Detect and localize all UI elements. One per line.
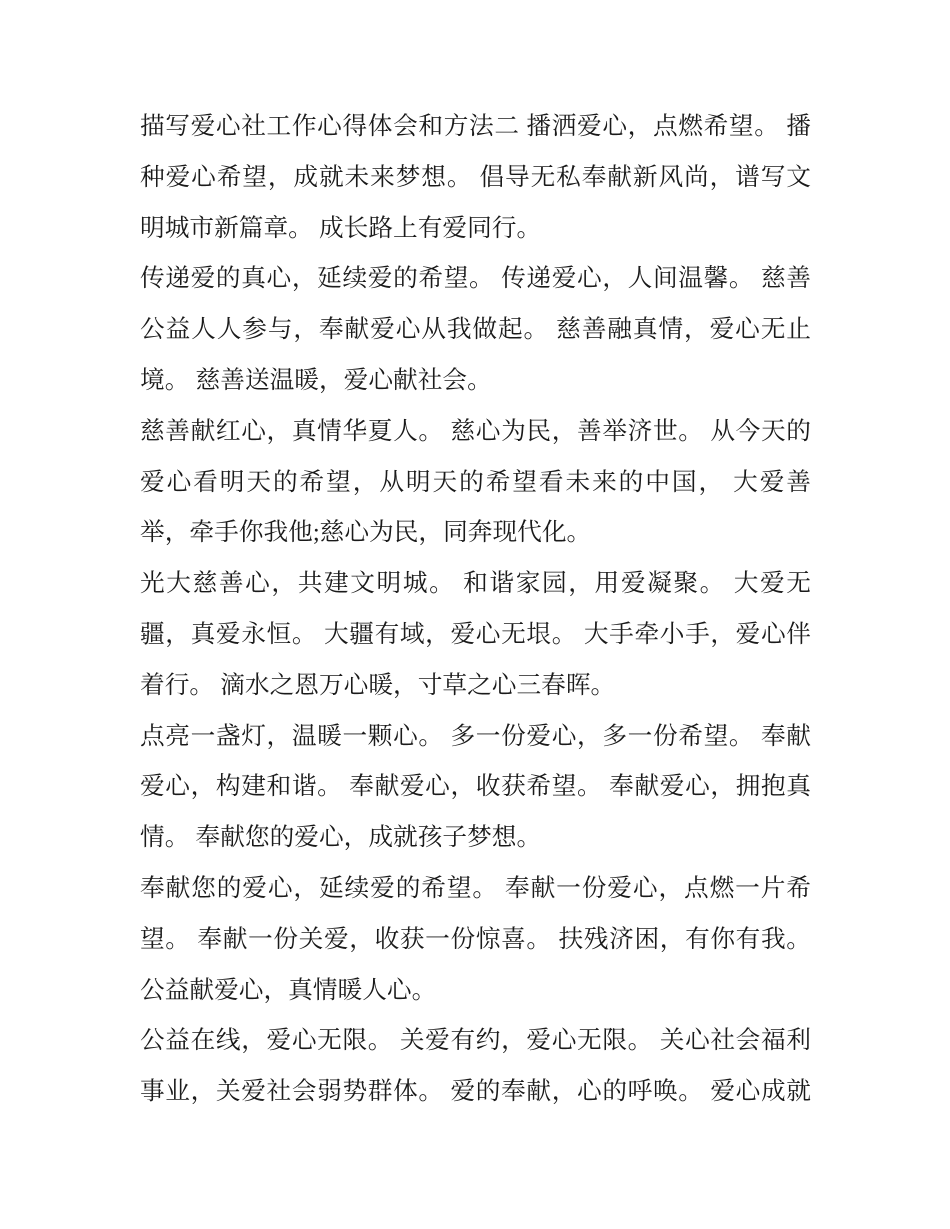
paragraph-4 [140,559,811,711]
paragraph-3 [140,407,811,559]
text-line: 事业，关爱社会弱势群体。 爱的奉献，心的呼唤。 爱心成就 [140,1078,811,1106]
text-line: 望。 奉献一份关爱，收获一份惊喜。 扶残济困，有你有我。 [140,925,811,953]
paragraph-2 [140,254,811,406]
text-line: 疆，真爱永恒。 大疆有域，爱心无垠。 大手牵小手，爱心伴 [140,620,811,648]
text-line: 描写爱心社工作心得体会和方法二 播洒爱心，点燃希望。 播 [140,113,811,140]
text-line: 爱心，构建和谐。 奉献爱心，收获希望。 奉献爱心，拥抱真 [140,773,811,801]
text-line: 传递爱的真心，延续爱的希望。 传递爱心，人间温馨。 慈善 [140,265,811,293]
text-line: 着行。 滴水之恩万心暖，寸草之心三春晖。 [140,671,616,699]
paragraph-6 [140,864,811,1016]
paragraph-7 [140,1016,811,1118]
text-line: 明城市新篇章。 成长路上有爱同行。 [140,214,542,242]
text-line: 奉献您的爱心，延续爱的希望。 奉献一份爱心，点燃一片希 [140,874,811,902]
text-line: 种爱心希望，成就未来梦想。 倡导无私奉献新风尚，谱写文 [140,163,811,191]
paragraph-1 [140,102,811,254]
text-line: 公益献爱心，真情暖人心。 [140,976,437,1004]
text-line: 举，牵手你我他;慈心为民，同奔现代化。 [140,519,592,547]
text-line: 光大慈善心，共建文明城。 和谐家园，用爱凝聚。 大爱无 [140,570,811,598]
text-line: 点亮一盏灯，温暖一颗心。 多一份爱心，多一份希望。 奉献 [140,722,811,750]
text-line: 公益人人参与，奉献爱心从我做起。 慈善融真情，爱心无止 [140,316,811,344]
paragraph-5 [140,712,811,864]
text-line: 公益在线，爱心无限。 关爱有约，爱心无限。 关心社会福利 [140,1027,811,1055]
document-body [140,102,811,1118]
text-line: 境。 慈善送温暖，爱心献社会。 [140,366,492,394]
text-line: 爱心看明天的希望，从明天的希望看未来的中国， 大爱善 [140,468,811,496]
text-line: 情。 奉献您的爱心，成就孩子梦想。 [140,824,542,852]
text-line: 慈善献红心，真情华夏人。 慈心为民，善举济世。 从今天的 [140,417,811,445]
